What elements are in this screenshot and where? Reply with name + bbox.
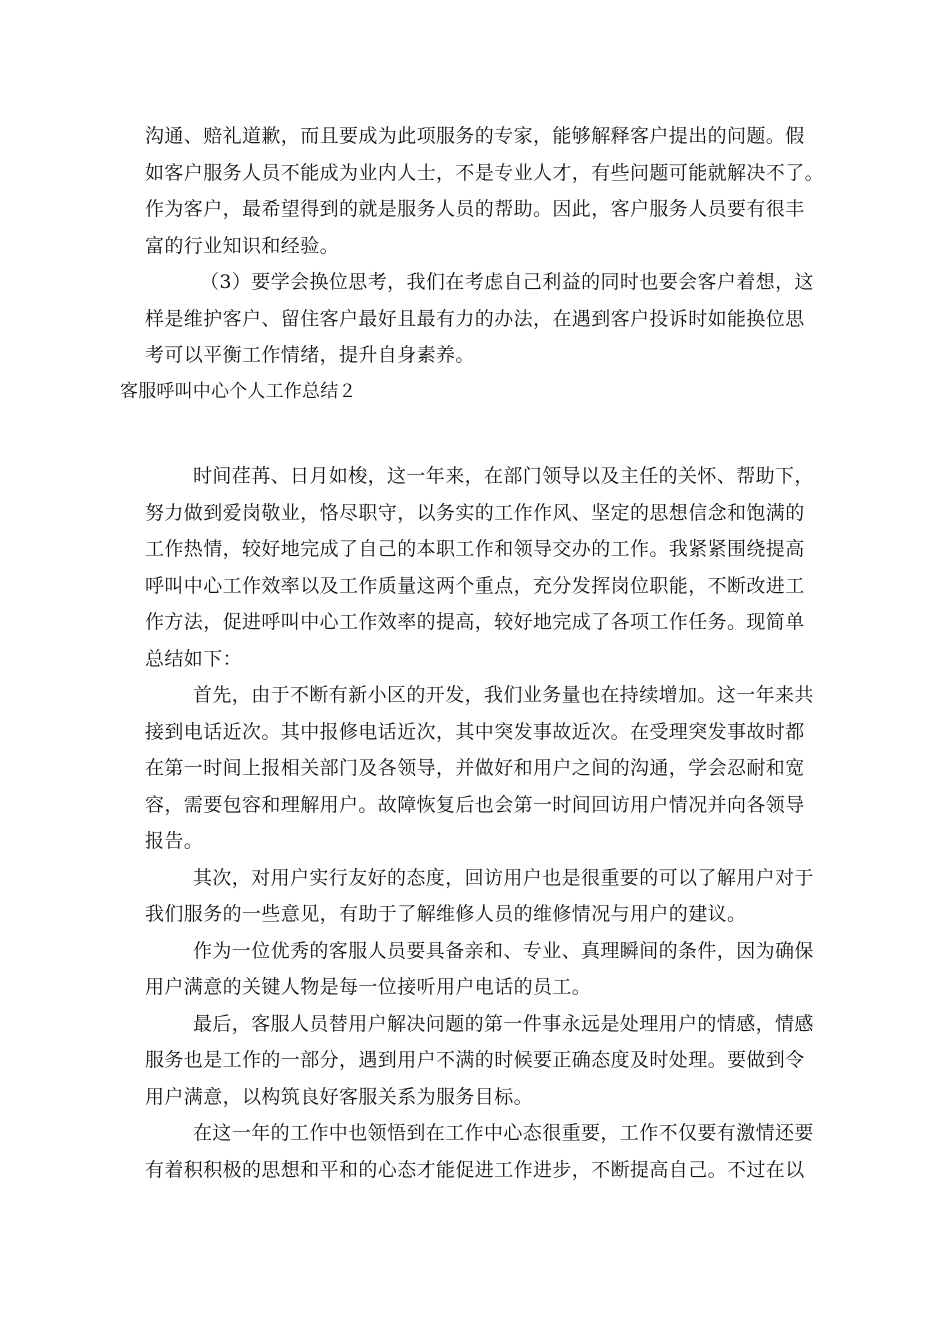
text-line: 最后，客服人员替用户解决问题的第一件事永远是处理用户的情感，情感 [193,1012,814,1035]
text-line: 在第一时间上报相关部门及各领导，并做好和用户之间的沟通，学会忍耐和宽 [145,757,805,779]
paragraph-last [145,1006,814,1116]
text-line: 用户满意，以构筑良好客服关系为服务目标。 [145,1085,534,1108]
document-page [120,118,825,1188]
text-line: 时间荏苒、日月如梭，这一年来，在部门领导以及主任的关怀、帮助下， [193,465,814,487]
paragraph-excellent-staff [145,933,814,1006]
text-line: （3）要学会换位思考，我们在考虑自己利益的同时也要会客户着想，这 [200,271,814,293]
text-line: 容，需要包容和理解用户。故障恢复后也会第一时间回访用户情况并向各领导 [145,793,805,816]
text-line: 作方法，促进呼叫中心工作效率的提高，较好地完成了各项工作任务。现简单 [145,611,805,633]
text-line: 如客户服务人员不能成为业内人士，不是专业人才，有些问题可能就解决不了。 [145,161,825,184]
text-line: 呼叫中心工作效率以及工作质量这两个重点，充分发挥岗位职能，不断改进工 [145,574,805,597]
text-line: 有着积积极的思想和平和的心态才能促进工作进步，不断提高自己。不过在以 [145,1158,805,1181]
text-line: 用户满意的关键人物是每一位接听用户电话的员工。 [145,976,592,998]
text-line: 首先，由于不断有新小区的开发，我们业务量也在持续增加。这一年来共 [193,684,814,706]
text-line: 努力做到爱岗敬业，恪尽职守，以务实的工作作风、坚定的思想信念和饱满的 [145,501,805,524]
paragraph-perspective-taking [145,264,814,374]
text-line: 工作热情，较好地完成了自己的本职工作和领导交办的工作。我紧紧围绕提高 [145,538,805,560]
text-line: 我们服务的一些意见，有助于了解维修人员的维修情况与用户的建议。 [145,903,747,925]
text-line: 报告。 [145,830,204,852]
section-heading: 客服呼叫中心个人工作总结２ [120,380,357,402]
text-line: 作为一位优秀的客服人员要具备亲和、专业、真理瞬间的条件，因为确保 [193,939,814,962]
text-line: 接到电话近次。其中报修电话近次，其中突发事故近次。在受理突发事故时都 [145,720,805,743]
text-line: 沟通、赔礼道歉，而且要成为此项服务的专家，能够解释客户提出的问题。假 [145,125,805,147]
blank-spacer [145,410,810,458]
text-line: 服务也是工作的一部分，遇到用户不满的时候要正确态度及时处理。要做到令 [145,1049,805,1071]
paragraph-second [145,860,814,933]
text-line: 作为客户，最希望得到的就是服务人员的帮助。因此，客户服务人员要有很丰 [145,198,805,220]
text-line: 在这一年的工作中也领悟到在工作中心态很重要，工作不仅要有激情还要 [193,1122,814,1144]
text-line: 考可以平衡工作情绪，提升自身素养。 [145,344,475,366]
paragraph-intro [145,458,814,677]
text-line: 其次，对用户实行友好的态度，回访用户也是很重要的可以了解用户对于 [193,866,814,889]
text-line: 富的行业知识和经验。 [145,234,340,257]
paragraph-first [145,677,814,860]
text-line: 样是维护客户、留住客户最好且最有力的办法，在遇到客户投诉时如能换位思 [145,307,805,330]
text-line: 总结如下： [145,647,243,670]
paragraph-customer-expertise [145,118,825,264]
paragraph-year-reflection [145,1115,814,1188]
